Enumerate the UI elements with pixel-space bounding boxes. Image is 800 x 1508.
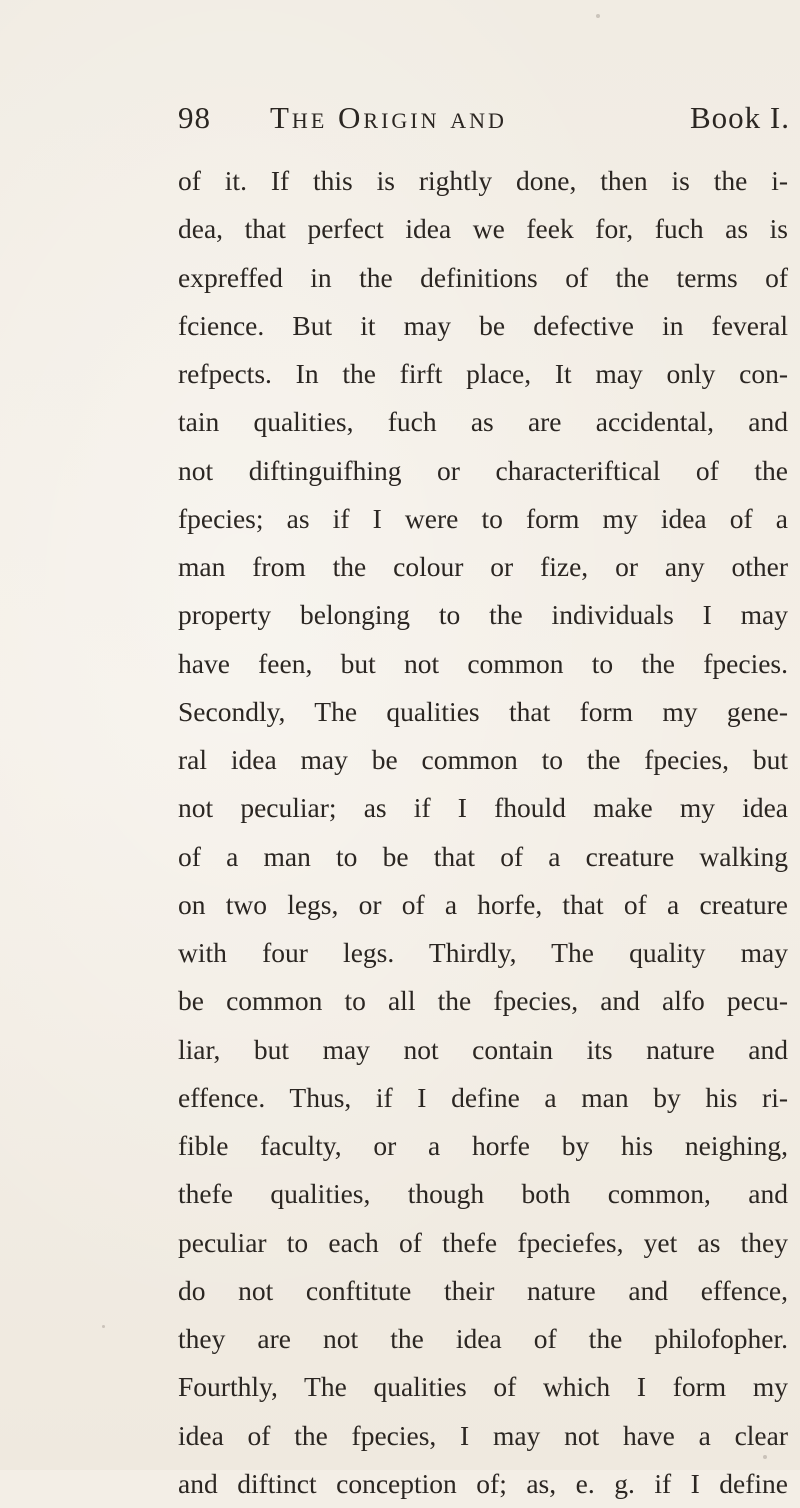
paper-speck [102,1325,105,1328]
text-line: refpects. In the firft place, It may only con- [178,358,788,389]
text-line: tain qualities, fuch as are accidental, and [178,406,788,438]
text-line: liar, but may not contain its nature and [178,1033,788,1065]
text-line: of it. If this is rightly done, then is the i- [178,165,788,196]
text-line: idea of the fpecies, I may not have a clear [178,1419,788,1451]
text-line: of a man to be that of a creature walking [178,840,788,872]
text-line: property belonging to the individuals I may [178,599,788,631]
text-line: not peculiar; as if I fhould make my idea [178,792,788,824]
text-line: have feen, but not common to the fpecies. [178,647,788,679]
text-line: Secondly, The qualities that form my gene- [178,695,788,727]
text-line: fcience. But it may be defective in feveral [178,309,788,341]
page-number: 98 [178,100,211,135]
text-line: with four legs. Thirdly, The quality may [178,937,788,968]
book-label: Book I. [690,100,790,135]
text-line: peculiar to each of thefe fpeciefes, yet as they [178,1226,788,1258]
text-line: man from the colour or fize, or any other [178,551,788,582]
text-line: fible faculty, or a horfe by his neighing, [178,1130,788,1161]
running-title: The Origin and [270,100,507,135]
page-header [178,100,790,150]
text-line: effence. Thus, if I define a man by his ri- [178,1081,788,1113]
text-line: expreffed in the definitions of the terms of [178,261,788,293]
text-line: ral idea may be common to the fpecies, but [178,744,788,775]
text-line: do not conftitute their nature and effence, [178,1274,788,1306]
paper-speck [763,1455,767,1459]
text-line: be common to all the fpecies, and alfo pecu- [178,985,788,1017]
text-line: dea, that perfect idea we feek for, fuch as is [178,213,788,245]
text-line: they are not the idea of the philofopher. [178,1323,788,1354]
text-line: fpecies; as if I were to form my idea of a [178,502,788,534]
text-line: on two legs, or of a horfe, that of a creature [178,888,788,920]
paper-speck [596,14,600,18]
text-line: and diftinct conception of; as, e. g. if I define [178,1467,788,1499]
body-text [178,157,788,1508]
text-line: thefe qualities, though both common, and [178,1178,788,1210]
text-line: not diftinguifhing or characteriftical of the [178,454,788,486]
text-line: Fourthly, The qualities of which I form my [178,1371,788,1403]
